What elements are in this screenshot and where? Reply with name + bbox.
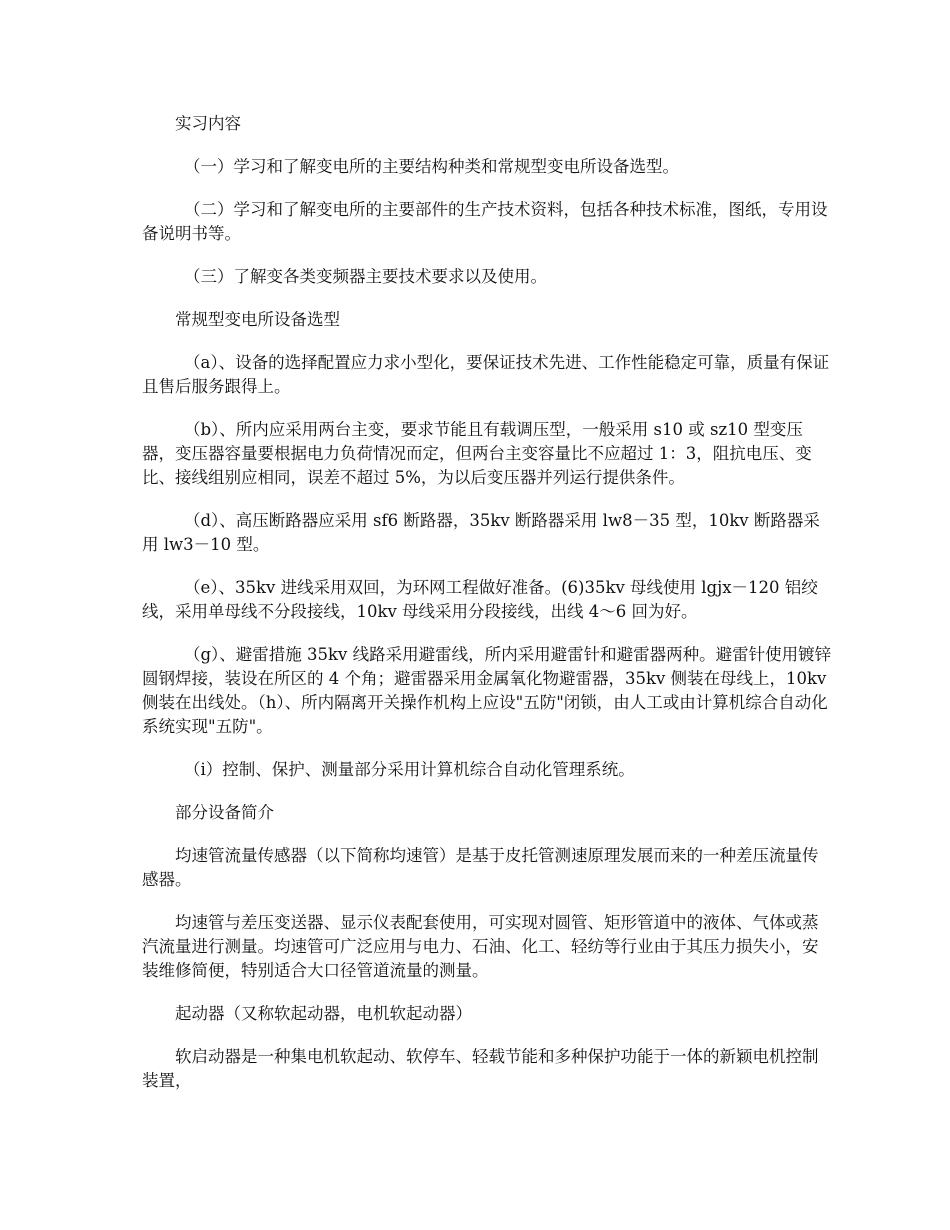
section-heading-equipment-intro: 部分设备简介	[175, 803, 274, 822]
section-heading-starter: 起动器（又称软起动器，电机软起动器）	[175, 1004, 472, 1023]
paragraph-item-e: （e）、35kv 进线采用双回，为环网工程做好准备。(6)35kv 母线使用 lgjx－120 铝绞线，采用单母线不分段接线，10kv 母线采用分段接线，出线 4～6 回为好。	[142, 578, 818, 621]
section-heading-internship-content: 实习内容	[175, 114, 241, 133]
paragraph-item-1: （一）学习和了解变电所的主要结构种类和常规型变电所设备选型。	[184, 157, 679, 176]
paragraph-item-3: （三）了解变各类变频器主要技术要求以及使用。	[184, 267, 547, 286]
paragraph-soft-starter: 软启动器是一种集电机软起动、软停车、轻载节能和多种保护功能于一体的新颖电机控制装置，	[142, 1047, 819, 1090]
paragraph-item-a: （a）、设备的选择配置应力求小型化，要保证技术先进、工作性能稳定可靠，质量有保证且售后服务跟得上。	[142, 353, 830, 396]
paragraph-flow-sensor-usage: 均速管与差压变送器、显示仪表配套使用，可实现对圆管、矩形管道中的液体、气体或蒸汽流量进行测量。均速管可广泛应用与电力、石油、化工、轻纺等行业由于其压力损失小，安装维修简便，特别适合大口径管道流量的测量。	[142, 913, 819, 980]
paragraph-item-2: （二）学习和了解变电所的主要部件的生产技术资料，包括各种技术标准，图纸，专用设备说明书等。	[142, 200, 828, 243]
paragraph-item-g: （g）、避雷措施 35kv 线路采用避雷线，所内采用避雷针和避雷器两种。避雷针使用镀锌圆钢焊接，装设在所区的 4 个角；避雷器采用金属氧化物避雷器，35kv 侧装在母线上，10kv 侧装在出线处。（h）、所内隔离开关操作机构上应设"五防"闭锁，由人工或由计算机综合自动化系统实现"五防"。	[142, 645, 832, 736]
paragraph-item-d: （d）、高压断路器应采用 sf6 断路器，35kv 断路器采用 lw8－35 型，10kv 断路器采用 lw3－10 型。	[142, 511, 820, 554]
paragraph-item-i: （i）控制、保护、测量部分采用计算机综合自动化管理系统。	[184, 760, 635, 779]
section-heading-equipment-selection: 常规型变电所设备选型	[175, 310, 340, 329]
document-body	[142, 112, 832, 1112]
paragraph-item-b: （b）、所内应采用两台主变，要求节能且有载调压型，一般采用 s10 或 sz10 型变压器，变压器容量要根据电力负荷情况而定，但两台主变容量比不应超过 1：3，阻抗电压、变比、接线组别应相同，误差不超过 5%，为以后变压器并列运行提供条件。	[142, 420, 812, 487]
paragraph-flow-sensor-intro: 均速管流量传感器（以下简称均速管）是基于皮托管测速原理发展而来的一种差压流量传感器。	[142, 846, 819, 889]
